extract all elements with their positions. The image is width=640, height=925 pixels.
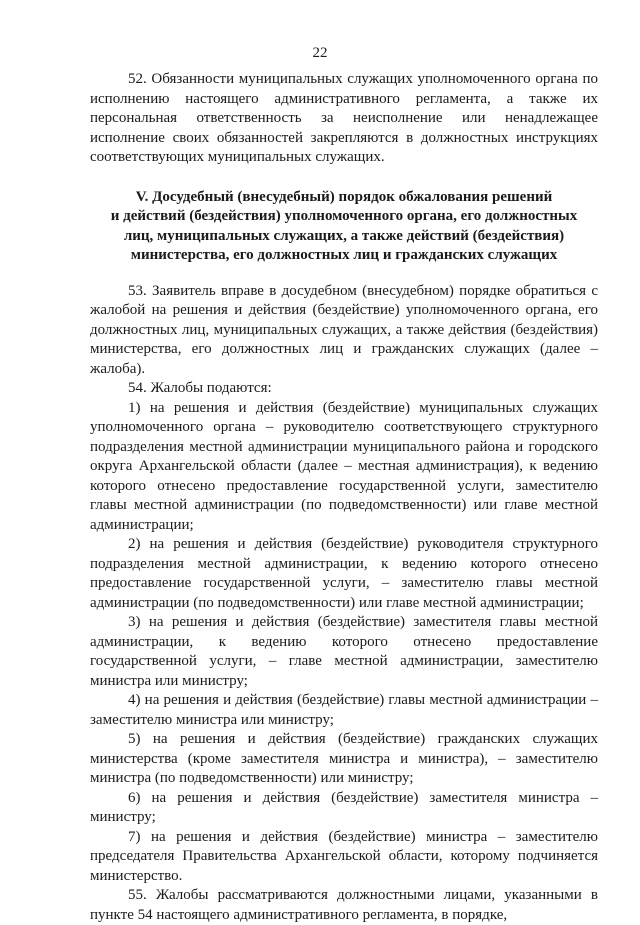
paragraph-52: 52. Обязанности муниципальных служащих уполномоченного органа по исполнению настоящего административного регламента, а также их персональная ответственность за неисполнение или ненадлежащее исполнение своих обязанностей закрепляются в должностных инструкциях соответствующих муниципальных служащих. <box>90 71 598 165</box>
document-body <box>90 70 598 925</box>
list-item-7: 7) на решения и действия (бездействие) министра – заместителю председателя Правительства Архангельской области, которому подчиняется министерство. <box>90 828 598 884</box>
paragraph-54: 54. Жалобы подаются: <box>128 380 272 396</box>
list-item-3: 3) на решения и действия (бездействие) заместителя главы местной администрации, к ведению которого отнесено предоставление государственной услуги, – главе местной администрации, заместителю министра или министру; <box>90 614 598 689</box>
paragraph-55: 55. Жалобы рассматриваются должностными лицами, указанными в пункте 54 настоящего административного регламента, в порядке, <box>90 887 598 923</box>
section-heading-line: V. Досудебный (внесудебный) порядок обжалования решений <box>135 188 553 205</box>
list-item-2: 2) на решения и действия (бездействие) руководителя структурного подразделения местной администрации, к ведению которого отнесено предоставление государственной услуги, – заместителю главы местной администрации (по подведомственности) или главе местной администрации; <box>90 536 598 611</box>
section-heading-line: и действий (бездействия) уполномоченного органа, его должностных <box>110 208 578 224</box>
paragraph-53: 53. Заявитель вправе в досудебном (внесудебном) порядке обратиться с жалобой на решения и действия (бездействие) уполномоченного органа, его должностных лиц, муниципальных служащих, а также действия (бездействия) министерства, его должностных лиц и гражданских служащих (далее – жалоба). <box>90 282 598 377</box>
list-item-1: 1) на решения и действия (бездействие) муниципальных служащих уполномоченного органа – руководителю соответствующего структурного подразделения местной администрации муниципального района и городского округа Архангельской области (далее – местная администрация), к ведению которого отнесено предоставление государственной услуги, заместителю главы местной администрации (по подведомственности) или главе местной администрации; <box>90 399 598 533</box>
list-item-6: 6) на решения и действия (бездействие) заместителя министра – министру; <box>90 789 598 825</box>
list-item-5: 5) на решения и действия (бездействие) гражданских служащих министерства (кроме заместителя министра и министра), – заместителю министра (по подведомственности) или министру; <box>90 731 598 786</box>
section-heading-line: лиц, муниципальных служащих, а также действий (бездействия) <box>123 227 565 244</box>
section-heading-line: министерства, его должностных лиц и гражданских служащих <box>130 247 558 263</box>
page-number: 22 <box>312 45 328 61</box>
section-heading <box>90 188 598 266</box>
list-item-4: 4) на решения и действия (бездействие) главы местной администрации – заместителю министра или министру; <box>90 692 598 728</box>
